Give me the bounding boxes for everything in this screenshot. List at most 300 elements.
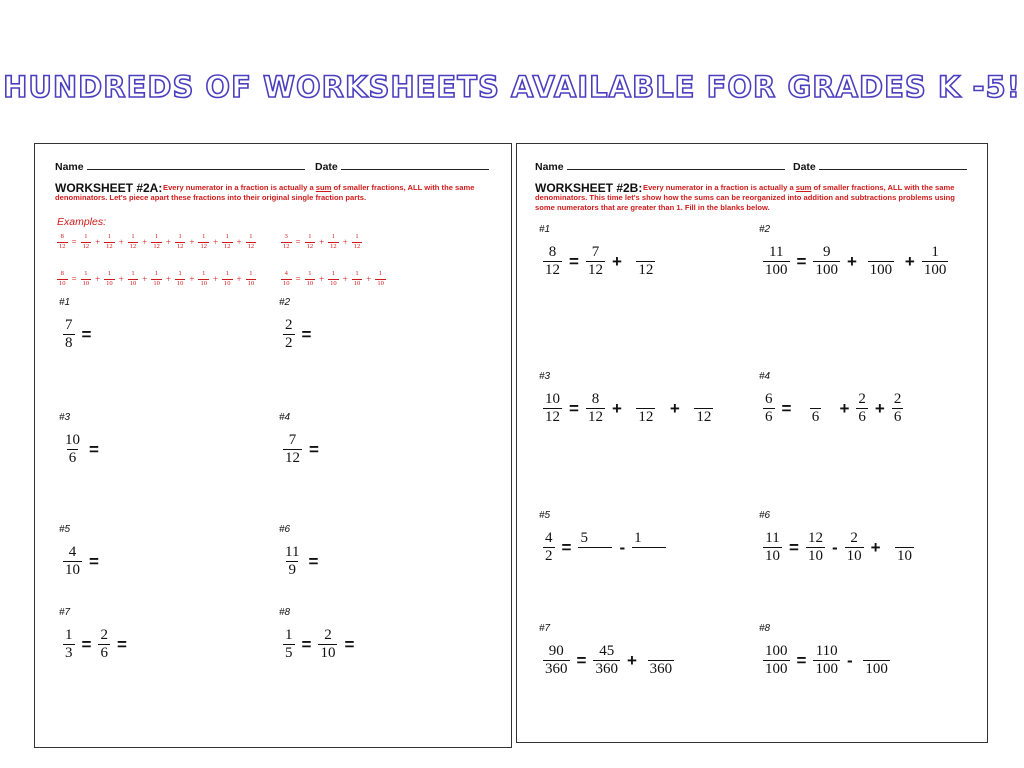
- name-blank: [567, 159, 785, 170]
- fraction: [175, 271, 186, 287]
- problem: [539, 224, 665, 278]
- denominator: 12: [106, 242, 113, 250]
- fraction: [845, 531, 864, 564]
- fraction: [888, 531, 922, 564]
- fraction: [375, 271, 386, 287]
- denominator: 12: [82, 242, 90, 250]
- problem-number: #5: [59, 524, 71, 535]
- plus-sign: +: [165, 274, 171, 284]
- denominator: 10: [65, 562, 80, 578]
- minus-sign: -: [846, 650, 853, 670]
- problem-equation: [541, 245, 665, 278]
- denominator: 2: [285, 335, 293, 351]
- fraction: [128, 234, 139, 250]
- fraction: [81, 234, 92, 250]
- equals-sign: =: [309, 439, 319, 459]
- numerator: 1: [308, 270, 312, 277]
- problem-equation: [541, 392, 723, 425]
- denominator: 12: [306, 242, 314, 250]
- numerator: 2: [100, 627, 108, 643]
- numerator: 1: [378, 270, 383, 277]
- problem-number: #5: [539, 510, 551, 521]
- denominator: 10: [106, 279, 113, 287]
- name-field: [535, 159, 785, 173]
- numerator: 10: [65, 432, 80, 448]
- problem: [59, 524, 104, 578]
- fraction: [63, 628, 75, 661]
- equals-sign: =: [796, 251, 807, 271]
- denominator: 10: [320, 645, 336, 661]
- denominator: 100: [865, 661, 888, 677]
- numerator: 110: [815, 643, 838, 659]
- numerator: [860, 644, 894, 660]
- denominator: [578, 547, 612, 564]
- numerator: 2: [285, 317, 293, 333]
- fraction: [328, 234, 339, 250]
- plus-sign: +: [189, 237, 195, 247]
- numerator: 1: [355, 270, 359, 277]
- equals-sign: =: [301, 634, 312, 654]
- problem-number: #4: [279, 412, 291, 423]
- denominator: 10: [377, 279, 384, 287]
- denominator: 12: [587, 262, 603, 278]
- plus-sign: +: [611, 251, 622, 271]
- desc-underline: sum: [315, 183, 332, 192]
- fraction: [543, 392, 562, 425]
- example-equation: [55, 234, 258, 250]
- plus-sign: +: [142, 237, 148, 247]
- date-field: [793, 159, 967, 173]
- plus-sign: +: [342, 237, 348, 247]
- problem-number: #2: [759, 224, 771, 235]
- denominator: 12: [129, 242, 137, 250]
- numerator: 8: [591, 391, 600, 407]
- problem-equation: [281, 628, 359, 661]
- numerator: 1: [84, 270, 88, 277]
- fraction: [63, 433, 82, 466]
- problem-number: #7: [59, 607, 71, 618]
- problem-number: #1: [539, 224, 551, 235]
- denominator: 360: [545, 661, 568, 677]
- denominator: 12: [545, 409, 560, 425]
- plus-sign: +: [236, 274, 242, 284]
- denominator: 12: [638, 262, 654, 278]
- denominator: 10: [353, 279, 361, 287]
- date-field: [315, 159, 489, 173]
- fraction: [892, 392, 904, 425]
- plus-sign: +: [839, 398, 850, 418]
- denominator: 10: [807, 548, 823, 564]
- desc-text-rest: of smaller fractions, ALL with the same denominators. Let's piece apart these fractions into their original single fraction parts.: [55, 183, 475, 202]
- denominator: 12: [283, 242, 290, 250]
- equals-sign: =: [569, 251, 579, 271]
- numerator: [644, 644, 678, 660]
- fraction: [283, 545, 301, 578]
- problem: [759, 623, 896, 677]
- fraction: [63, 318, 75, 351]
- problem-equation: [281, 433, 324, 466]
- plus-sign: +: [846, 251, 857, 271]
- numerator: 11: [285, 544, 300, 560]
- fraction: [281, 271, 292, 287]
- denominator: 6: [858, 409, 866, 425]
- numerator: 90: [548, 643, 564, 659]
- numerator: [687, 392, 721, 408]
- numerator: 1: [178, 270, 182, 277]
- fraction: [57, 271, 68, 287]
- denominator: 360: [649, 661, 673, 677]
- numerator: 7: [65, 317, 73, 333]
- numerator: 1: [154, 233, 159, 240]
- plus-sign: +: [342, 274, 348, 284]
- equals-sign: =: [561, 537, 572, 557]
- fraction: [922, 245, 949, 278]
- problem-equation: [541, 644, 680, 677]
- numerator: 1: [107, 270, 112, 277]
- problem-number: #1: [59, 297, 71, 308]
- plus-sign: +: [118, 237, 124, 247]
- numerator: 1: [131, 233, 135, 240]
- problem: [759, 224, 950, 278]
- numerator: [629, 392, 663, 408]
- example-equation: [279, 271, 388, 287]
- plus-sign: +: [319, 237, 325, 247]
- fraction: [283, 433, 302, 466]
- date-blank: [341, 159, 489, 170]
- equals-sign: =: [789, 537, 799, 557]
- fraction: [806, 531, 825, 564]
- fraction: [305, 271, 316, 287]
- denominator: 10: [283, 279, 290, 287]
- problem-number: #8: [759, 623, 771, 634]
- denominator: 12: [285, 450, 300, 466]
- numerator: 2: [850, 530, 858, 546]
- minus-sign: -: [619, 537, 626, 557]
- fraction: [57, 234, 68, 250]
- plus-sign: +: [118, 274, 124, 284]
- numerator: 8: [548, 244, 557, 260]
- problem: [59, 297, 96, 351]
- plus-sign: +: [142, 274, 148, 284]
- desc-text: Every numerator in a fraction is actually a: [643, 183, 796, 192]
- plus-sign: +: [236, 237, 242, 247]
- fraction: [151, 234, 162, 250]
- denominator: 100: [765, 262, 788, 278]
- problem-equation: [281, 318, 316, 351]
- denominator: 10: [897, 548, 913, 564]
- fraction: [763, 644, 790, 677]
- fraction: [856, 392, 868, 425]
- name-label: Name: [55, 161, 84, 173]
- numerator: 4: [284, 270, 288, 277]
- denominator: 360: [595, 661, 618, 677]
- equals-sign: =: [569, 398, 579, 418]
- numerator: 1: [355, 233, 359, 240]
- plus-sign: +: [626, 650, 637, 670]
- denominator: 12: [545, 262, 560, 278]
- problem: [539, 623, 680, 677]
- date-label: Date: [315, 161, 338, 173]
- problem-number: #2: [279, 297, 291, 308]
- fraction: [798, 392, 832, 425]
- desc-text-rest: of smaller fractions, ALL with the same denominators. This time let's show how the sums can be reorganized into addition and subtractions problems using some numerators that are greater than 1. Fill in the blanks below.: [535, 183, 955, 212]
- fraction: [98, 628, 110, 661]
- worksheet-title: WORKSHEET #2B:: [535, 181, 643, 195]
- banner-title: HUNDREDS OF WORKSHEETS AVAILABLE FOR GRADES K -5!: [3, 70, 1021, 104]
- numerator: 1: [65, 627, 73, 643]
- problem-number: #4: [759, 371, 771, 382]
- fraction: [318, 628, 337, 661]
- fraction: [593, 644, 620, 677]
- worksheet-2b: [516, 143, 988, 743]
- denominator: 12: [696, 409, 712, 425]
- problem-equation: [61, 433, 104, 466]
- fraction: [246, 234, 257, 250]
- denominator: 12: [587, 409, 603, 425]
- numerator: 4: [68, 544, 77, 560]
- fraction: [687, 392, 721, 425]
- name-field: [55, 159, 305, 173]
- problem: [279, 607, 359, 661]
- denominator: 10: [59, 279, 66, 287]
- fraction: [586, 392, 605, 425]
- denominator: 10: [765, 548, 780, 564]
- denominator: [632, 547, 666, 564]
- problem-number: #3: [539, 371, 551, 382]
- numerator: 1: [331, 233, 336, 240]
- fraction: [104, 271, 115, 287]
- fraction: [283, 318, 295, 351]
- plus-sign: +: [212, 274, 219, 284]
- fraction: [629, 392, 663, 425]
- fraction: [198, 271, 209, 287]
- denominator: 5: [285, 645, 293, 661]
- desc-text: Every numerator in a fraction is actually a: [163, 183, 316, 192]
- fraction: [632, 531, 666, 564]
- worksheet-title: WORKSHEET #2A:: [55, 181, 163, 195]
- fraction: [198, 234, 209, 250]
- numerator: 4: [545, 530, 553, 546]
- denominator: 10: [129, 279, 137, 287]
- fraction: [63, 545, 82, 578]
- equals-sign: =: [81, 324, 92, 344]
- problem-equation: [761, 245, 950, 278]
- denominator: 100: [815, 262, 838, 278]
- equals-sign: =: [781, 398, 792, 418]
- example-equation: [55, 271, 258, 287]
- equals-sign: =: [295, 237, 301, 247]
- problem: [539, 510, 668, 564]
- fraction: [81, 271, 92, 287]
- numerator: 1: [249, 270, 253, 277]
- plus-sign: +: [904, 251, 915, 271]
- examples-label: Examples:: [57, 216, 107, 228]
- equals-sign: =: [576, 650, 587, 670]
- fraction: [813, 644, 840, 677]
- plus-sign: +: [870, 537, 881, 557]
- fraction: [864, 245, 898, 278]
- worksheet-description: [55, 183, 495, 203]
- equals-sign: =: [89, 439, 99, 459]
- fraction: [305, 234, 316, 250]
- worksheet-2a: [34, 143, 512, 748]
- problem: [279, 412, 324, 466]
- numerator: 7: [288, 432, 297, 448]
- fraction: [104, 234, 115, 250]
- problem-equation: [61, 545, 104, 578]
- numerator: 8: [60, 233, 64, 240]
- numerator: 8: [60, 270, 64, 277]
- numerator: 2: [324, 627, 332, 643]
- denominator: 10: [200, 279, 207, 287]
- denominator: 8: [65, 335, 73, 351]
- fraction: [860, 644, 894, 677]
- denominator: 10: [176, 279, 184, 287]
- problem-equation: [761, 392, 905, 425]
- fraction: [543, 531, 555, 564]
- plus-sign: +: [669, 398, 680, 418]
- fraction: [128, 271, 139, 287]
- problem-equation: [61, 628, 132, 661]
- problem-number: #6: [279, 524, 291, 535]
- fraction: [763, 392, 775, 425]
- equals-sign: =: [308, 551, 319, 571]
- problem: [59, 412, 104, 466]
- denominator: 100: [869, 262, 893, 278]
- plus-sign: +: [189, 274, 195, 284]
- numerator: 9: [822, 244, 831, 260]
- problem: [279, 297, 316, 351]
- denominator: 10: [846, 548, 862, 564]
- denominator: 6: [765, 409, 773, 425]
- numerator: 10: [545, 391, 560, 407]
- problem-number: #6: [759, 510, 771, 521]
- denominator: 12: [224, 242, 231, 250]
- desc-underline: sum: [795, 183, 812, 192]
- problem-number: #7: [539, 623, 551, 634]
- numerator: 1: [285, 627, 293, 643]
- problem: [279, 524, 323, 578]
- problem-equation: [541, 531, 668, 564]
- equals-sign: =: [116, 634, 127, 654]
- fraction: [281, 234, 292, 250]
- numerator: [629, 245, 663, 261]
- denominator: 100: [815, 661, 838, 677]
- numerator: [798, 392, 832, 408]
- denominator: 100: [923, 262, 947, 278]
- plus-sign: +: [212, 237, 219, 247]
- fraction: [629, 245, 663, 278]
- example-equation: [279, 234, 364, 250]
- denominator: 10: [224, 279, 231, 287]
- problem: [759, 510, 924, 564]
- fraction: [283, 628, 295, 661]
- worksheet-description: [535, 183, 975, 213]
- denominator: 12: [353, 242, 361, 250]
- denominator: 6: [100, 645, 108, 661]
- numerator: 2: [858, 391, 866, 407]
- numerator: 1: [154, 270, 159, 277]
- numerator: 2: [893, 391, 902, 407]
- example-line: [55, 267, 258, 287]
- fraction: [586, 245, 605, 278]
- fraction: [578, 531, 612, 564]
- plus-sign: +: [95, 274, 101, 284]
- denominator: 100: [765, 661, 788, 677]
- problem-number: #3: [59, 412, 71, 423]
- denominator: 12: [247, 242, 255, 250]
- numerator: 1: [931, 244, 939, 260]
- numerator: 11: [769, 244, 784, 260]
- fraction: [175, 234, 186, 250]
- equals-sign: =: [71, 274, 77, 284]
- numerator: 1: [178, 233, 182, 240]
- denominator: 12: [59, 242, 66, 250]
- denominator: 10: [306, 279, 314, 287]
- fraction: [222, 271, 233, 287]
- problem-number: #8: [279, 607, 291, 618]
- fraction: [763, 245, 790, 278]
- problem-equation: [761, 531, 924, 564]
- equals-sign: =: [796, 650, 807, 670]
- equals-sign: =: [301, 324, 312, 344]
- equals-sign: =: [89, 551, 99, 571]
- fraction: [352, 234, 363, 250]
- denominator: 10: [330, 279, 337, 287]
- problem-equation: [761, 644, 896, 677]
- numerator: 1: [634, 530, 642, 546]
- denominator: 12: [330, 242, 337, 250]
- example-line: [279, 267, 388, 287]
- fraction: [644, 644, 678, 677]
- date-blank: [819, 159, 967, 170]
- numerator: 1: [84, 233, 88, 240]
- example-line: [55, 230, 258, 250]
- numerator: 1: [202, 233, 206, 240]
- numerator: 1: [107, 233, 112, 240]
- denominator: 12: [153, 242, 160, 250]
- numerator: 100: [765, 643, 788, 659]
- denominator: 6: [893, 409, 902, 425]
- problem: [539, 371, 723, 425]
- equals-sign: =: [81, 634, 92, 654]
- numerator: 1: [225, 233, 229, 240]
- denominator: 12: [200, 242, 207, 250]
- denominator: 6: [68, 450, 77, 466]
- fraction: [246, 271, 257, 287]
- fraction: [352, 271, 363, 287]
- numerator: 1: [249, 233, 253, 240]
- fraction: [813, 245, 840, 278]
- plus-sign: +: [319, 274, 325, 284]
- numerator: 12: [807, 530, 823, 546]
- equals-sign: =: [71, 237, 77, 247]
- denominator: 10: [82, 279, 90, 287]
- numerator: 7: [591, 244, 600, 260]
- fraction: [543, 245, 562, 278]
- fraction: [151, 271, 162, 287]
- plus-sign: +: [366, 274, 372, 284]
- name-label: Name: [535, 161, 564, 173]
- denominator: 9: [288, 562, 296, 578]
- problem: [59, 607, 132, 661]
- denominator: 12: [638, 409, 654, 425]
- example-line: [279, 230, 364, 250]
- problem-equation: [281, 545, 323, 578]
- numerator: [888, 531, 922, 547]
- plus-sign: +: [874, 398, 885, 418]
- numerator: 1: [331, 270, 336, 277]
